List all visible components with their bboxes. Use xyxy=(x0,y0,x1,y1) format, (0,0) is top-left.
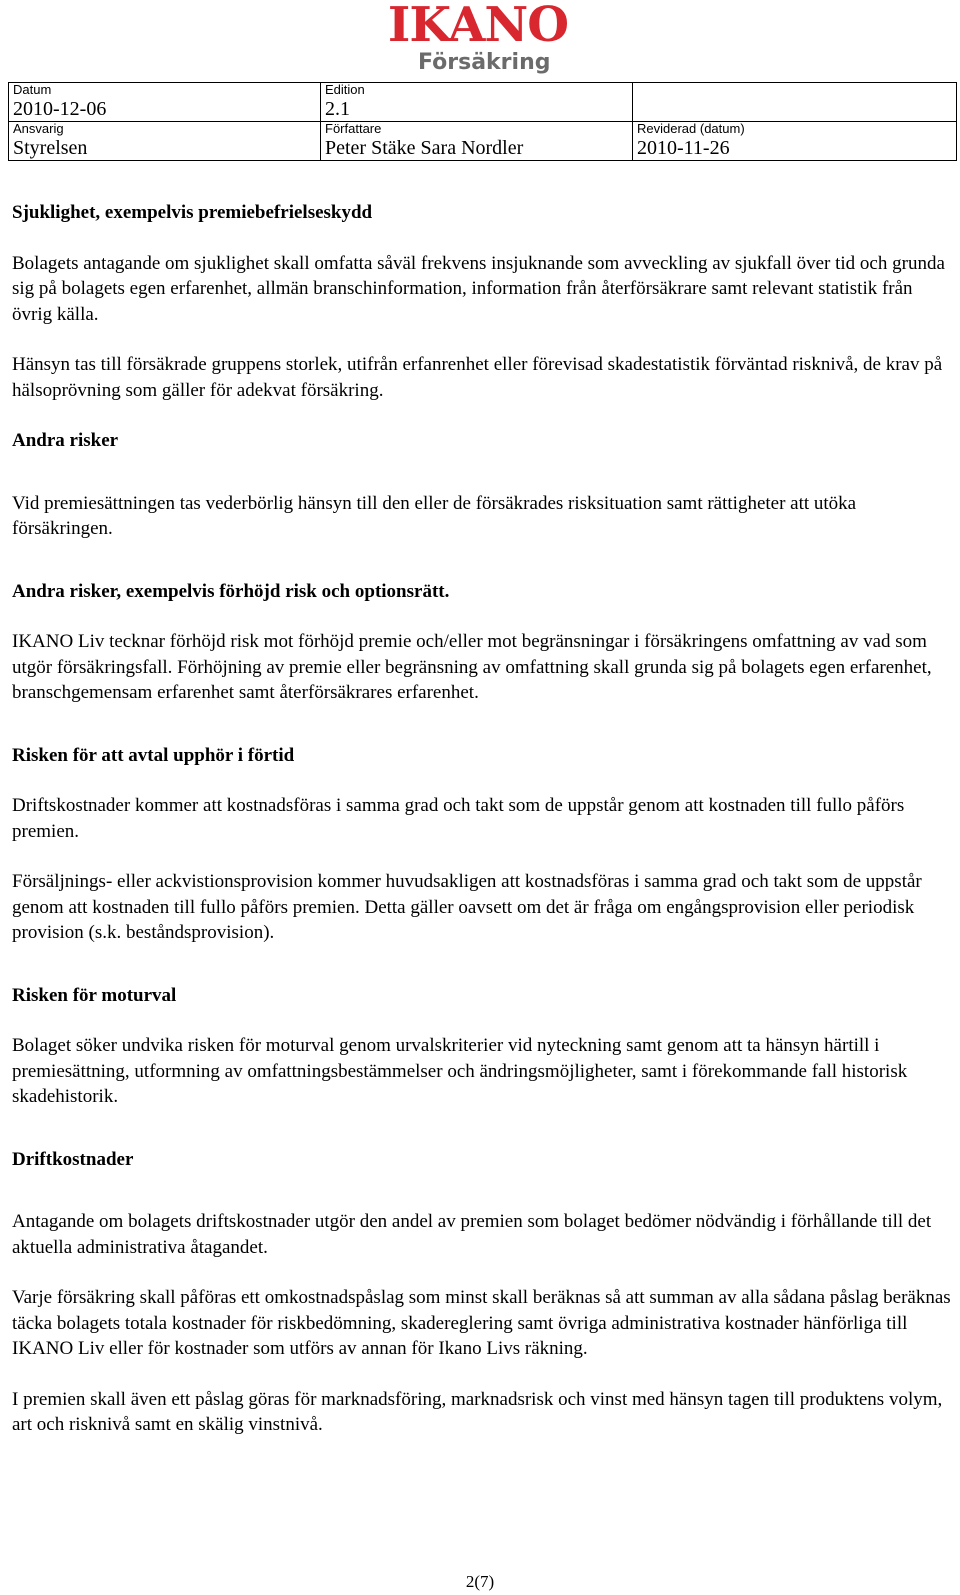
logo-brand: IKANO xyxy=(387,0,569,53)
ansvarig-label: Ansvarig xyxy=(13,121,64,136)
meta-cell-reviderad xyxy=(633,122,957,161)
meta-cell-forfattare xyxy=(321,122,633,161)
paragraph: Varje försäkring skall påföras ett omkostnadspåslag som minst skall beräknas så att summan av alla sådana påslag beräknas täcka bolagets totala kostnader för riskbedömning, skadereglering samt övriga administrativa kostnader hänförliga till IKANO Liv eller för kostnader som utförs av annan för Ikano Livs räkning. xyxy=(12,1287,951,1359)
document-body xyxy=(12,200,952,1438)
paragraph: I premien skall även ett påslag göras för marknadsföring, marknadsrisk och vinst med hänsyn tagen till produktens volym, art och risknivå samt en skälig vinstnivå. xyxy=(12,1388,943,1435)
edition-label: Edition xyxy=(325,82,365,97)
reviderad-label: Reviderad (datum) xyxy=(637,121,745,136)
ikano-logo xyxy=(372,0,584,80)
page-number: 2(7) xyxy=(465,1572,495,1591)
forfattare-value: Peter Stäke Sara Nordler xyxy=(325,137,524,159)
paragraph: Hänsyn tas till försäkrade gruppens storlek, utifrån erfanrenhet eller förevisad skadestatistik förväntad risknivå, de krav på hälsoprövning som gäller för adekvat försäkring. xyxy=(12,354,943,401)
paragraph: Antagande om bolagets driftskostnader utgör den andel av premien som bolaget bedömer nödvändig i förhållande till det aktuella administrativa åtagandet. xyxy=(12,1211,932,1258)
datum-label: Datum xyxy=(13,82,52,97)
meta-cell-ansvarig xyxy=(9,122,321,161)
paragraph: Driftskostnader kommer att kostnadsföras i samma grad och takt som de uppstår genom att kostnaden till fullo påförs premien. xyxy=(12,795,905,842)
section-heading: Driftkostnader xyxy=(12,1148,134,1170)
document-meta-table xyxy=(8,82,957,161)
section-heading: Risken för moturval xyxy=(12,984,177,1006)
paragraph: Bolaget söker undvika risken för moturval genom urvalskriterier vid nyteckning samt genom att ta hänsyn härtill i premiesättning, utformning av omfattningsbestämmelser och ändringsmöjligheter, samt i förekommande fall historisk skadehistorik. xyxy=(12,1035,908,1107)
forfattare-label: Författare xyxy=(325,121,382,136)
edition-value: 2.1 xyxy=(325,98,350,120)
meta-cell-empty xyxy=(633,83,957,122)
paragraph: Försäljnings- eller ackvistionsprovision kommer huvudsakligen att kostnadsföras i samma grad och takt som de uppstår genom att kostnaden till fullo påförs premien. Detta gäller oavsett om det är fråga om engångsprovision eller periodisk provision (s.k. beståndsprovision). xyxy=(12,871,922,943)
paragraph: Bolagets antagande om sjuklighet skall omfatta såväl frekvens insjuknande som avveckling av sjukfall över tid och grunda sig på bolagets egen erfarenhet, allmän branschinformation, information från återförsäkrare samt relevant statistik från övrig källa. xyxy=(12,252,945,325)
section-heading: Sjuklighet, exempelvis premiebefrielseskydd xyxy=(12,202,373,223)
datum-value: 2010-12-06 xyxy=(13,98,107,120)
section-heading: Andra risker xyxy=(12,430,119,451)
logo-subtitle: Försäkring xyxy=(418,50,551,75)
meta-cell-edition xyxy=(321,83,633,122)
meta-cell-datum xyxy=(9,83,321,122)
section-heading: Risken för att avtal upphör i förtid xyxy=(12,744,295,766)
section-heading: Andra risker, exempelvis förhöjd risk och optionsrätt. xyxy=(12,580,450,602)
paragraph: Vid premiesättningen tas vederbörlig hänsyn till den eller de försäkrades risksituation samt rättigheter att utöka försäkringen. xyxy=(12,492,857,539)
ansvarig-value: Styrelsen xyxy=(13,137,88,159)
reviderad-value: 2010-11-26 xyxy=(637,137,730,159)
paragraph: IKANO Liv tecknar förhöjd risk mot förhöjd premie och/eller mot begränsningar i försäkringens omfattning av vad som utgör försäkringsfall. Förhöjning av premie eller begränsning av omfattning skall grunda sig på bolagets egen erfarenhet, branschgemensam erfarenhet samt återförsäkrares erfarenhet. xyxy=(12,631,932,703)
